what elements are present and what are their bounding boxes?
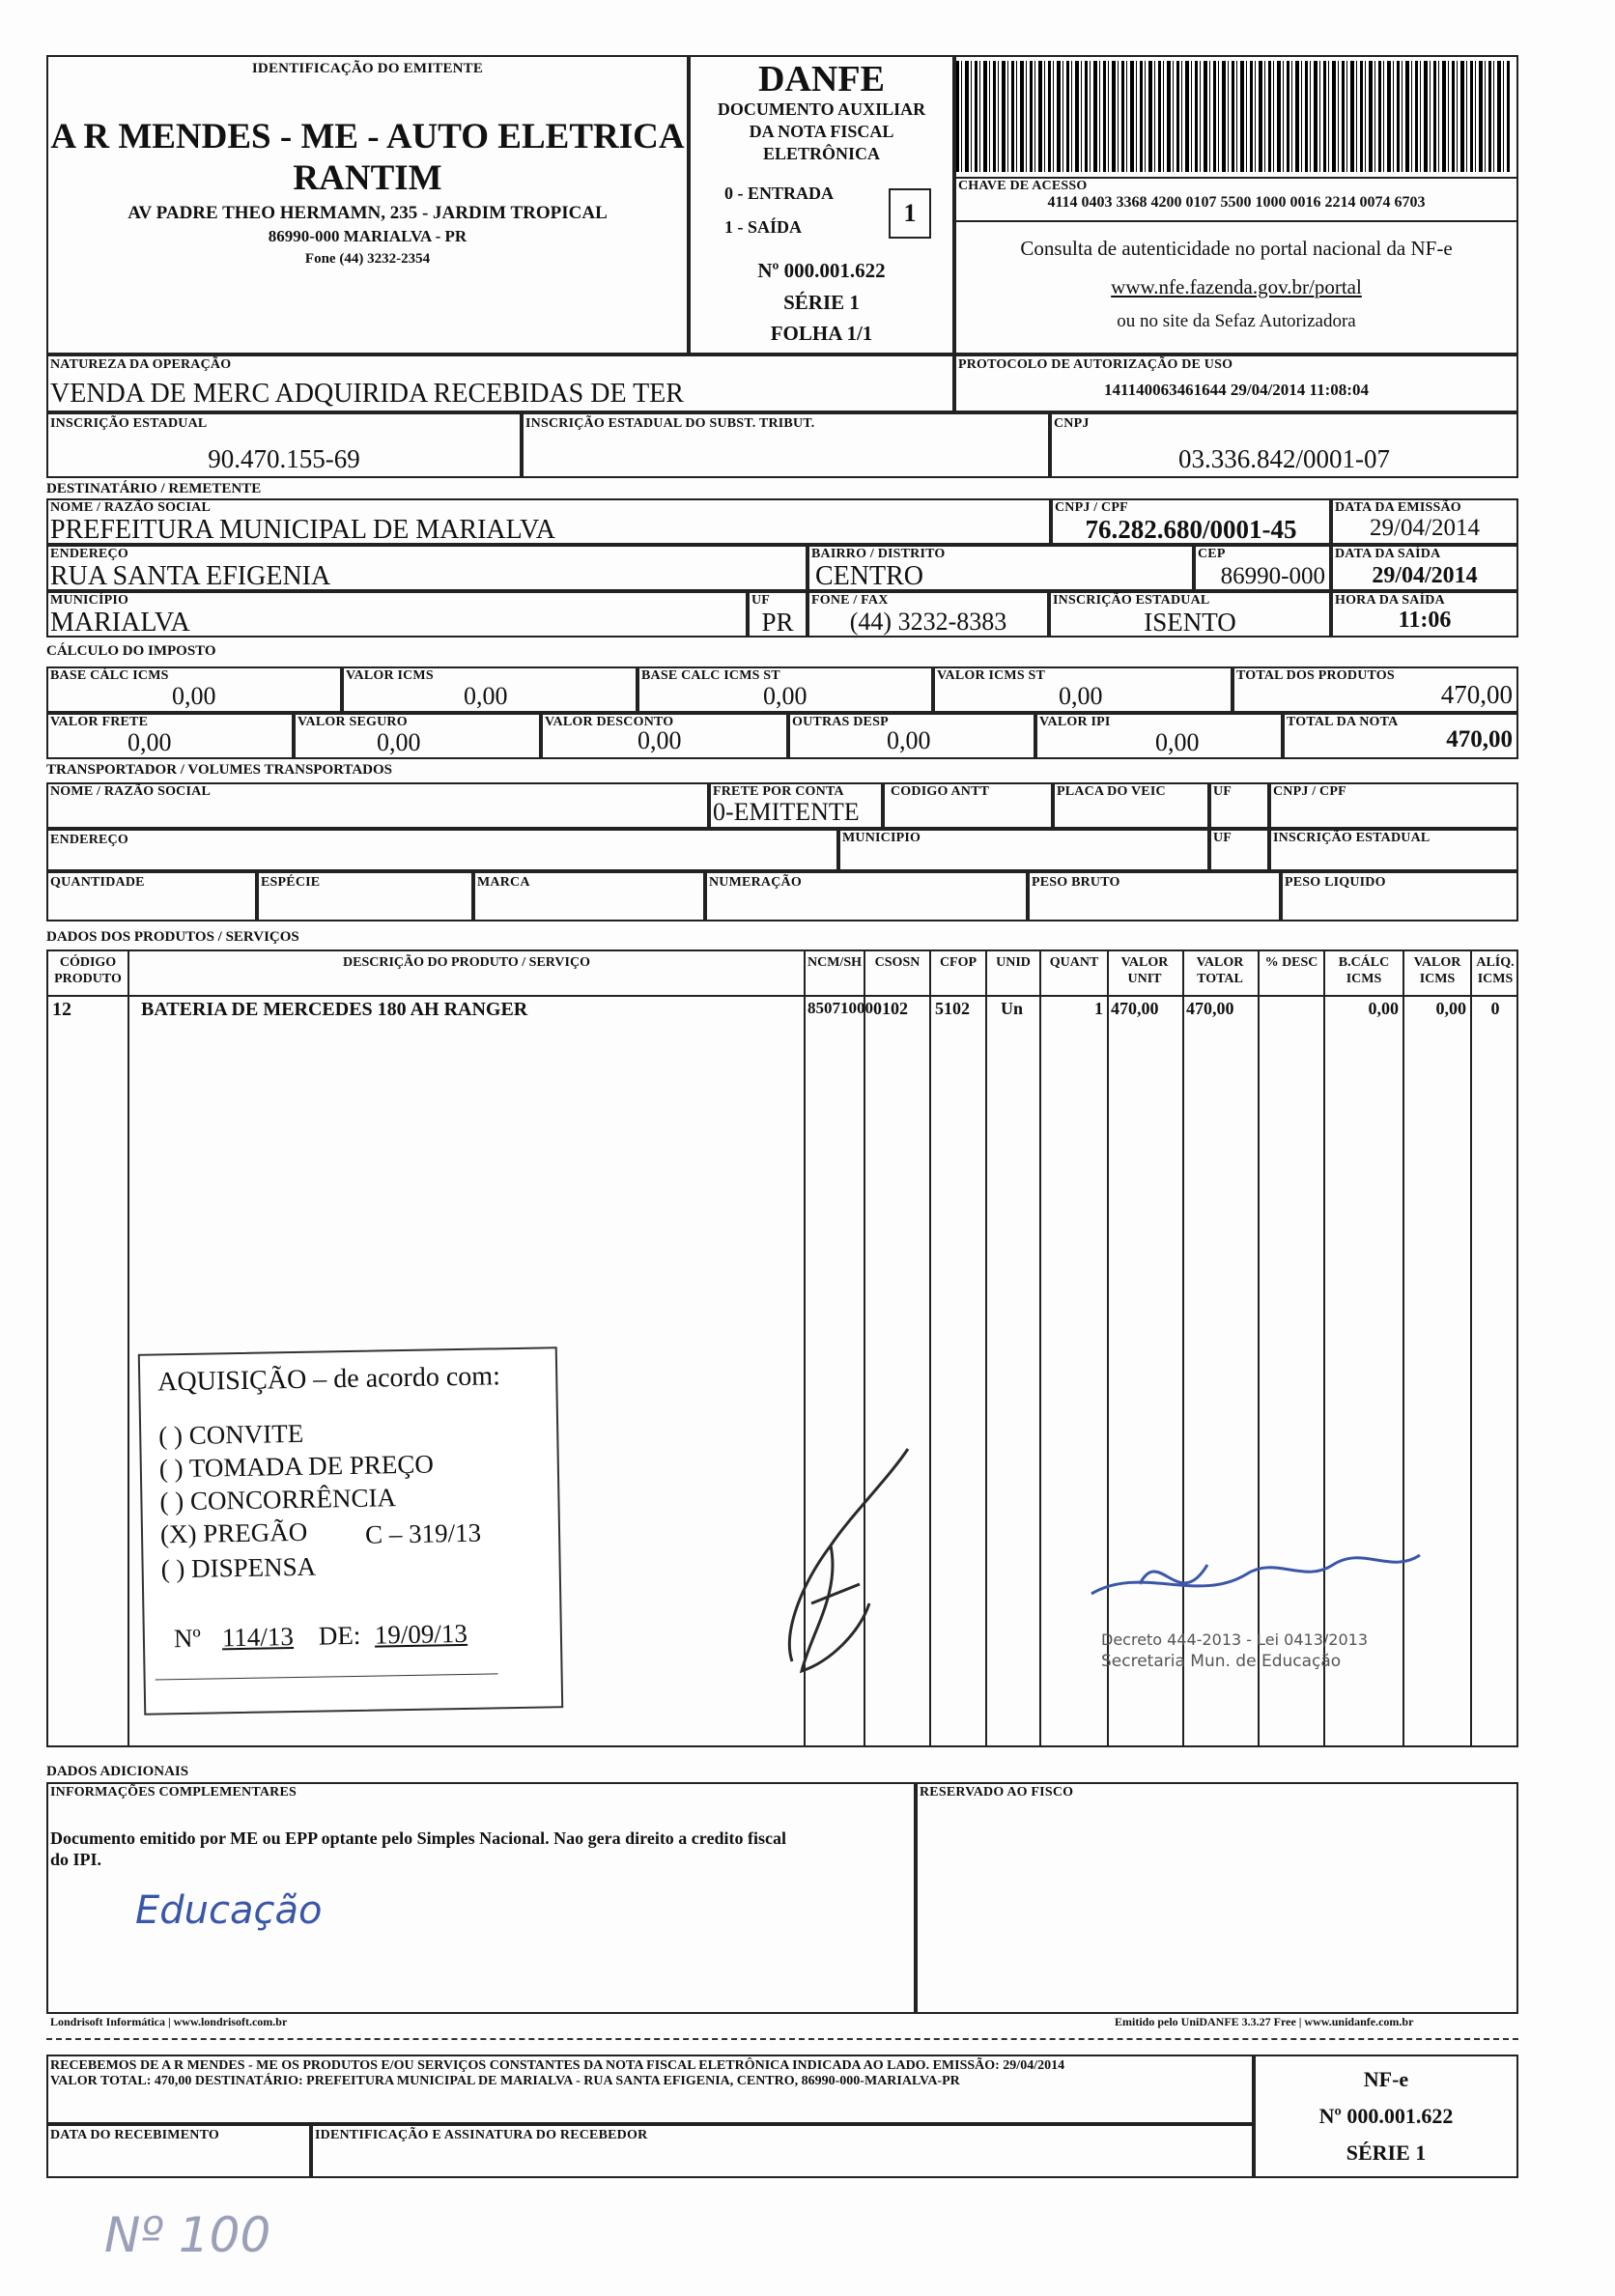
footer-left: Londrisoft Informática | www.londrisoft.com.br	[50, 2015, 288, 2028]
stamp-opt3: ( ) CONCORRÊNCIA	[159, 1483, 397, 1516]
stamp-opt2: ( ) TOMADA DE PREÇO	[158, 1449, 435, 1484]
valor-st-label: VALOR ICMS ST	[937, 668, 1046, 683]
sefaz-text: ou no site da Sefaz Autorizadora	[1117, 311, 1356, 331]
row-vtotal: 470,00	[1186, 999, 1234, 1018]
th-descricao: DESCRIÇÃO DO PRODUTO / SERVIÇO	[343, 955, 590, 970]
portal-link[interactable]: www.nfe.fazenda.gov.br/portal	[1111, 275, 1362, 298]
dest-cnpj-label: CNPJ / CPF	[1055, 500, 1128, 515]
stamp-num-label: Nº	[173, 1623, 202, 1654]
consulta-text: Consulta de autenticidade no portal nacional da NF-e	[1020, 237, 1453, 260]
danfe-sub1: DOCUMENTO AUXILIAR	[717, 99, 926, 119]
natureza-value: VENDA DE MERC ADQUIRIDA RECEBIDAS DE TER	[50, 379, 684, 409]
dest-uf-label: UF	[751, 593, 771, 608]
dest-bairro-label: BAIRRO / DISTRITO	[811, 547, 946, 561]
row-ncm: 85071000	[808, 999, 873, 1017]
row-unid: Un	[1001, 999, 1024, 1018]
emitente-phone: Fone (44) 3232-2354	[304, 251, 431, 267]
seguro-value: 0,00	[377, 728, 421, 756]
dest-cnpj: 76.282.680/0001-45	[1085, 515, 1297, 544]
footer-right: Emitido pelo UniDANFE 3.3.27 Free | www.unidanfe.com.br	[1115, 2015, 1414, 2028]
row-codigo: 12	[52, 999, 71, 1020]
transp-peso-liquido-label: PESO LIQUIDO	[1285, 875, 1386, 890]
transp-uf-label: UF	[1213, 784, 1232, 799]
transp-uf2-label: UF	[1213, 831, 1232, 845]
ipi-label: VALOR IPI	[1039, 715, 1111, 729]
row-aliq: 0	[1490, 999, 1500, 1018]
dest-emissao: 29/04/2014	[1370, 515, 1480, 541]
transp-frete: 0-EMITENTE	[713, 798, 860, 826]
th-quant: QUANT	[1049, 955, 1099, 970]
transportador-section: TRANSPORTADOR / VOLUMES TRANSPORTADOS	[46, 762, 393, 778]
total-prod-label: TOTAL DOS PRODUTOS	[1236, 668, 1395, 683]
transp-nome-label: NOME / RAZÃO SOCIAL	[50, 784, 211, 799]
row-vicms: 0,00	[1435, 999, 1466, 1018]
protocolo-label: PROTOCOLO DE AUTORIZAÇÃO DE USO	[958, 357, 1233, 372]
canhoto-data-label: DATA DO RECEBIMENTO	[50, 2128, 219, 2142]
chave-label: CHAVE DE ACESSO	[958, 179, 1088, 193]
base-st-label: BASE CALC ICMS ST	[641, 668, 780, 683]
th-cfop: CFOP	[939, 955, 978, 970]
th-vunit: VALOR UNIT	[1120, 955, 1169, 986]
imposto-section: CÁLCULO DO IMPOSTO	[46, 643, 216, 659]
dest-ie: ISENTO	[1144, 608, 1236, 637]
danfe-sub3: ELETRÔNICA	[762, 144, 881, 163]
dest-endereco: RUA SANTA EFIGENIA	[50, 561, 331, 591]
transp-endereco-label: ENDEREÇO	[50, 833, 128, 847]
valor-icms-label: VALOR ICMS	[346, 668, 434, 683]
transp-especie-label: ESPÉCIE	[261, 875, 321, 890]
transp-municipio-label: MUNICIPIO	[842, 831, 921, 845]
th-unid: UNID	[996, 955, 1031, 970]
transp-placa-label: PLACA DO VEIC	[1057, 784, 1166, 799]
dest-nome-label: NOME / RAZÃO SOCIAL	[50, 500, 211, 515]
info-line1: Documento emitido por ME ou EPP optante pelo Simples Nacional. Nao gera direito a credito fiscal	[50, 1828, 786, 1848]
fisco-box	[916, 1782, 1518, 2014]
adicionais-section: DADOS ADICIONAIS	[46, 1764, 189, 1779]
transp-peso-bruto-label: PESO BRUTO	[1032, 875, 1120, 890]
total-prod-value: 470,00	[1440, 680, 1513, 709]
info-line2: do IPI.	[50, 1850, 102, 1869]
protocolo-value: 141140063461644 29/04/2014 11:08:04	[1104, 381, 1369, 399]
cut-line	[46, 2038, 1518, 2040]
outras-label: OUTRAS DESP	[792, 715, 889, 729]
ipi-value: 0,00	[1155, 728, 1200, 756]
th-csosn: CSOSN	[874, 955, 921, 970]
canhoto-numero: Nº 000.001.622	[1318, 2104, 1454, 2128]
danfe-serie: SÉRIE 1	[783, 291, 860, 314]
dest-emissao-label: DATA DA EMISSÃO	[1335, 500, 1461, 515]
frete-value: 0,00	[128, 728, 172, 756]
canhoto-nfe: NF-e	[1363, 2067, 1409, 2091]
th-desc: % DESC	[1264, 955, 1318, 970]
canhoto-line1: RECEBEMOS DE A R MENDES - ME OS PRODUTOS E/OU SERVIÇOS CONSTANTES DA NOTA FISCAL ELETRÔNICA INDICADA AO LADO. EMISSÃO: 29/04/2014	[50, 2058, 1065, 2073]
th-vtotal: VALOR TOTAL	[1196, 955, 1244, 986]
fisco-label: RESERVADO AO FISCO	[920, 1785, 1074, 1800]
danfe-entrada: 0 - ENTRADA	[724, 184, 835, 203]
produtos-section: DADOS DOS PRODUTOS / SERVIÇOS	[46, 929, 299, 945]
aquisicao-stamp	[138, 1346, 563, 1715]
valor-st-value: 0,00	[1059, 682, 1103, 710]
dest-endereco-label: ENDEREÇO	[50, 547, 128, 561]
dest-saida-label: DATA DA SAÍDA	[1335, 547, 1441, 561]
ie-label: INSCRIÇÃO ESTADUAL	[50, 416, 208, 431]
total-nota-value: 470,00	[1446, 726, 1513, 752]
stamp-opt4: (X) PREGÃO	[159, 1516, 308, 1549]
handwritten-educacao: Educação	[135, 1888, 323, 1933]
ie-value: 90.470.155-69	[208, 444, 360, 473]
dest-hora: 11:06	[1398, 608, 1452, 633]
stamp-opt4-num: C – 319/13	[364, 1517, 482, 1549]
emitente-name-line2: RANTIM	[293, 158, 442, 198]
valor-icms-value: 0,00	[464, 682, 508, 710]
barcode-image	[956, 61, 1512, 172]
base-st-value: 0,00	[763, 682, 808, 710]
dest-hora-label: HORA DA SAÍDA	[1335, 593, 1445, 608]
dest-saida: 29/04/2014	[1372, 563, 1478, 588]
total-nota-label: TOTAL DA NOTA	[1287, 715, 1399, 729]
dest-cep: 86990-000	[1220, 563, 1325, 589]
dest-ie-label: INSCRIÇÃO ESTADUAL	[1053, 593, 1210, 608]
danfe-sub2: DA NOTA FISCAL	[749, 122, 894, 141]
desconto-label: VALOR DESCONTO	[545, 715, 674, 729]
emitente-address: AV PADRE THEO HERMAMN, 235 - JARDIM TROPICAL	[128, 203, 608, 223]
dest-uf: PR	[761, 608, 794, 637]
th-codigo: CÓDIGO PRODUTO	[54, 955, 122, 986]
transp-antt-label: CODIGO ANTT	[891, 784, 990, 799]
row-csosn: 0102	[873, 999, 908, 1018]
emitente-city: 86990-000 MARIALVA - PR	[268, 227, 468, 245]
info-label: INFORMAÇÕES COMPLEMENTARES	[50, 1785, 298, 1800]
destinatario-section: DESTINATÁRIO / REMETENTE	[46, 481, 262, 496]
base-icms-label: BASE CÁLC ICMS	[50, 668, 169, 683]
danfe-numero: Nº 000.001.622	[757, 259, 886, 282]
row-bcalc: 0,00	[1368, 999, 1399, 1018]
emitente-name-line1: A R MENDES - ME - AUTO ELETRICA	[50, 117, 685, 156]
cnpj-label: CNPJ	[1054, 416, 1090, 431]
danfe-saida: 1 - SAÍDA	[724, 217, 803, 237]
signature-left	[773, 1439, 927, 1681]
transp-ie-label: INSCRIÇÃO ESTADUAL	[1273, 831, 1431, 845]
stamp-num: 114/13	[221, 1622, 295, 1653]
transp-numeracao-label: NUMERAÇÃO	[709, 875, 802, 890]
row-vunit: 470,00	[1111, 999, 1159, 1018]
row-descricao: BATERIA DE MERCEDES 180 AH RANGER	[141, 999, 528, 1020]
stamp-opt5: ( ) DISPENSA	[160, 1551, 317, 1584]
natureza-label: NATUREZA DA OPERAÇÃO	[50, 357, 232, 372]
dest-fone-label: FONE / FAX	[811, 593, 889, 608]
row-quant: 1	[1094, 999, 1103, 1018]
dest-municipio-label: MUNICÍPIO	[50, 593, 129, 608]
frete-label: VALOR FRETE	[50, 715, 149, 729]
canhoto-line2: VALOR TOTAL: 470,00 DESTINATÁRIO: PREFEITURA MUNICIPAL DE MARIALVA - RUA SANTA EFIGENIA, CENTRO, 86990-000-MARIALVA-PR	[50, 2074, 960, 2088]
signature-right	[1082, 1526, 1430, 1632]
th-vicms: VALOR ICMS	[1413, 955, 1461, 986]
transp-endereco-box	[46, 829, 838, 871]
th-ncm: NCM/SH	[808, 955, 862, 970]
th-bcalc: B.CÁLC ICMS	[1338, 955, 1390, 986]
canhoto-serie: SÉRIE 1	[1346, 2140, 1427, 2165]
emitente-section-label: IDENTIFICAÇÃO DO EMITENTE	[251, 61, 484, 76]
dest-municipio: MARIALVA	[50, 608, 190, 638]
canhoto-ident-label: IDENTIFICAÇÃO E ASSINATURA DO RECEBEDOR	[315, 2128, 648, 2142]
dest-nome: PREFEITURA MUNICIPAL DE MARIALVA	[50, 515, 556, 545]
stamp-opt1: ( ) CONVITE	[157, 1418, 304, 1451]
dest-bairro: CENTRO	[815, 561, 923, 591]
dest-fone: (44) 3232-8383	[849, 608, 1007, 636]
transp-frete-label: FRETE POR CONTA	[713, 784, 844, 799]
stamp-title: AQUISIÇÃO – de acordo com:	[157, 1361, 501, 1398]
cnpj-value: 03.336.842/0001-07	[1178, 444, 1390, 473]
transp-cnpj-label: CNPJ / CPF	[1273, 784, 1346, 799]
th-aliq: ALÍQ. ICMS	[1476, 955, 1515, 986]
danfe-tipo-box: 1	[889, 188, 931, 239]
stamp-de-label: DE:	[318, 1620, 361, 1651]
row-cfop: 5102	[935, 999, 970, 1018]
outras-value: 0,00	[887, 726, 931, 754]
stamp2-line2: Secretaria Mun. de Educação	[1101, 1652, 1342, 1671]
dest-cep-label: CEP	[1198, 547, 1226, 561]
transp-quantidade-label: QUANTIDADE	[50, 875, 145, 890]
stamp2-line1: Decreto 444-2013 - Lei 0413/2013	[1101, 1630, 1368, 1649]
chave-value: 4114 0403 3368 4200 0107 5500 1000 0016 2214 0074 6703	[1047, 194, 1426, 211]
seguro-label: VALOR SEGURO	[298, 715, 408, 729]
danfe-folha: FOLHA 1/1	[770, 322, 873, 345]
ie-st-label: INSCRIÇÃO ESTADUAL DO SUBST. TRIBUT.	[525, 416, 815, 431]
desconto-value: 0,00	[638, 726, 682, 754]
stamp-de: 19/09/13	[374, 1618, 468, 1650]
handwritten-n100: Nº 100	[104, 2207, 271, 2263]
danfe-title: DANFE	[758, 59, 885, 99]
transp-marca-label: MARCA	[477, 875, 530, 890]
base-icms-value: 0,00	[172, 682, 216, 710]
